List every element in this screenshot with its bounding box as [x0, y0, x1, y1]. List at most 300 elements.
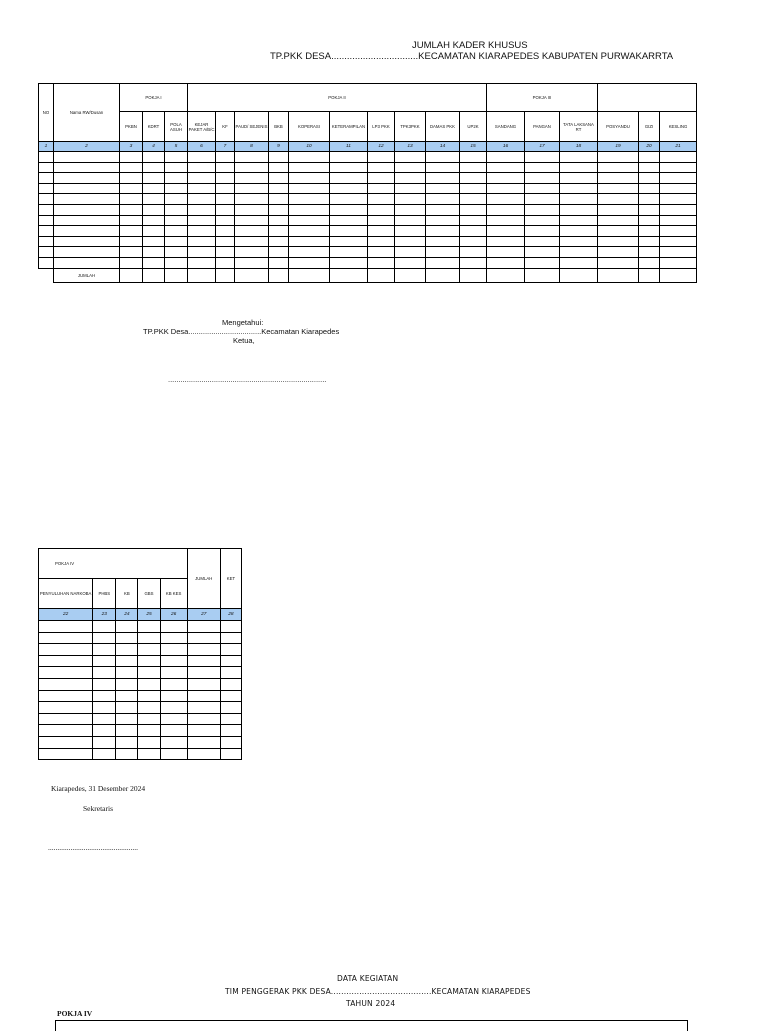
table-cell[interactable] — [598, 173, 639, 184]
table-cell[interactable] — [93, 621, 116, 633]
table-cell[interactable] — [269, 257, 289, 268]
table-cell[interactable] — [120, 194, 143, 205]
table-cell[interactable] — [330, 247, 368, 258]
table-cell[interactable] — [235, 152, 269, 163]
table-cell[interactable] — [188, 247, 216, 258]
table-cell[interactable] — [330, 268, 368, 282]
table-cell[interactable] — [220, 678, 241, 690]
table-cell[interactable] — [235, 183, 269, 194]
table-cell[interactable] — [269, 194, 289, 205]
table-cell[interactable] — [138, 702, 160, 714]
table-cell[interactable] — [289, 226, 330, 237]
table-cell[interactable] — [187, 632, 220, 644]
table-cell[interactable] — [560, 257, 598, 268]
table-cell[interactable] — [289, 162, 330, 173]
table-cell[interactable] — [368, 215, 395, 226]
table-cell[interactable] — [235, 268, 269, 282]
table-cell[interactable] — [368, 162, 395, 173]
table-cell[interactable] — [138, 655, 160, 667]
table-cell[interactable] — [187, 748, 220, 760]
table-cell[interactable] — [216, 162, 235, 173]
table-cell[interactable] — [269, 268, 289, 282]
table-cell[interactable] — [160, 678, 187, 690]
table-cell[interactable] — [660, 173, 697, 184]
table-cell[interactable] — [395, 204, 426, 215]
table-cell[interactable] — [116, 702, 138, 714]
table-cell[interactable] — [639, 162, 660, 173]
table-cell[interactable] — [395, 183, 426, 194]
table-cell[interactable] — [138, 621, 160, 633]
table-cell[interactable] — [216, 183, 235, 194]
table-cell[interactable] — [93, 632, 116, 644]
table-cell[interactable] — [289, 236, 330, 247]
table-cell[interactable] — [93, 702, 116, 714]
table-cell[interactable] — [395, 247, 426, 258]
table-cell[interactable] — [426, 194, 460, 205]
table-cell[interactable] — [216, 215, 235, 226]
table-cell[interactable] — [39, 632, 93, 644]
table-cell[interactable] — [598, 268, 639, 282]
table-cell[interactable] — [598, 247, 639, 258]
table-cell[interactable] — [143, 152, 165, 163]
table-cell[interactable] — [165, 173, 188, 184]
table-cell[interactable] — [660, 226, 697, 237]
table-cell[interactable] — [220, 690, 241, 702]
table-cell[interactable] — [93, 667, 116, 679]
table-cell[interactable] — [160, 725, 187, 737]
table-cell[interactable] — [487, 236, 525, 247]
table-cell[interactable] — [120, 152, 143, 163]
table-cell[interactable] — [660, 247, 697, 258]
table-cell[interactable] — [143, 162, 165, 173]
table-cell[interactable] — [235, 204, 269, 215]
table-cell[interactable] — [487, 247, 525, 258]
table-cell[interactable] — [269, 226, 289, 237]
table-cell[interactable] — [54, 162, 120, 173]
table-cell[interactable] — [235, 247, 269, 258]
table-cell[interactable] — [116, 713, 138, 725]
table-cell[interactable] — [289, 247, 330, 258]
table-cell[interactable] — [426, 152, 460, 163]
table-cell[interactable] — [54, 194, 120, 205]
table-cell[interactable] — [598, 162, 639, 173]
table-cell[interactable] — [269, 183, 289, 194]
table-cell[interactable] — [120, 268, 143, 282]
table-cell[interactable] — [525, 236, 560, 247]
table-cell[interactable] — [160, 644, 187, 656]
table-cell[interactable] — [120, 236, 143, 247]
table-cell[interactable] — [54, 247, 120, 258]
table-cell[interactable] — [143, 194, 165, 205]
table-cell[interactable] — [220, 667, 241, 679]
table-cell[interactable] — [525, 152, 560, 163]
table-cell[interactable] — [93, 655, 116, 667]
table-cell[interactable] — [220, 644, 241, 656]
table-cell[interactable] — [368, 173, 395, 184]
table-cell[interactable] — [116, 655, 138, 667]
table-cell[interactable] — [460, 257, 487, 268]
table-cell[interactable] — [138, 632, 160, 644]
table-cell[interactable] — [187, 644, 220, 656]
table-cell[interactable] — [460, 194, 487, 205]
table-cell[interactable] — [487, 226, 525, 237]
table-cell[interactable] — [269, 162, 289, 173]
table-cell[interactable] — [188, 236, 216, 247]
table-cell[interactable] — [525, 173, 560, 184]
table-cell[interactable] — [116, 736, 138, 748]
table-cell[interactable] — [188, 268, 216, 282]
table-cell[interactable] — [160, 621, 187, 633]
table-cell[interactable] — [187, 690, 220, 702]
table-cell[interactable] — [216, 268, 235, 282]
table-cell[interactable] — [289, 194, 330, 205]
table-cell[interactable] — [120, 162, 143, 173]
table-cell[interactable] — [269, 152, 289, 163]
table-cell[interactable] — [560, 236, 598, 247]
table-cell[interactable] — [160, 632, 187, 644]
table-cell[interactable] — [143, 183, 165, 194]
table-cell[interactable] — [187, 667, 220, 679]
table-cell[interactable] — [598, 215, 639, 226]
table-cell[interactable] — [235, 194, 269, 205]
table-cell[interactable] — [368, 257, 395, 268]
table-cell[interactable] — [93, 713, 116, 725]
table-cell[interactable] — [116, 748, 138, 760]
table-cell[interactable] — [368, 236, 395, 247]
table-cell[interactable] — [216, 173, 235, 184]
table-cell[interactable] — [560, 247, 598, 258]
table-cell[interactable] — [460, 268, 487, 282]
table-cell[interactable] — [93, 644, 116, 656]
table-cell[interactable] — [220, 655, 241, 667]
table-cell[interactable] — [235, 173, 269, 184]
table-cell[interactable] — [138, 713, 160, 725]
table-cell[interactable] — [660, 162, 697, 173]
table-cell[interactable] — [426, 268, 460, 282]
table-cell[interactable] — [216, 152, 235, 163]
table-cell[interactable] — [289, 183, 330, 194]
table-cell[interactable] — [138, 725, 160, 737]
table-cell[interactable] — [39, 247, 54, 258]
table-cell[interactable] — [39, 204, 54, 215]
table-cell[interactable] — [165, 236, 188, 247]
table-cell[interactable] — [160, 667, 187, 679]
table-cell[interactable] — [39, 713, 93, 725]
table-cell[interactable] — [143, 226, 165, 237]
table-cell[interactable] — [39, 678, 93, 690]
table-cell[interactable] — [93, 736, 116, 748]
table-cell[interactable] — [426, 204, 460, 215]
table-cell[interactable] — [188, 194, 216, 205]
table-cell[interactable] — [216, 194, 235, 205]
table-cell[interactable] — [187, 736, 220, 748]
table-cell[interactable] — [39, 725, 93, 737]
table-cell[interactable] — [220, 621, 241, 633]
table-cell[interactable] — [120, 247, 143, 258]
table-cell[interactable] — [165, 162, 188, 173]
table-cell[interactable] — [165, 152, 188, 163]
table-cell[interactable] — [368, 152, 395, 163]
table-cell[interactable] — [138, 678, 160, 690]
table-cell[interactable] — [93, 678, 116, 690]
table-cell[interactable] — [330, 204, 368, 215]
table-cell[interactable] — [39, 152, 54, 163]
table-cell[interactable] — [165, 215, 188, 226]
table-cell[interactable] — [426, 215, 460, 226]
table-cell[interactable] — [143, 215, 165, 226]
table-cell[interactable] — [143, 268, 165, 282]
table-cell[interactable] — [460, 162, 487, 173]
table-cell[interactable] — [93, 725, 116, 737]
table-cell[interactable] — [269, 236, 289, 247]
table-cell[interactable] — [93, 690, 116, 702]
table-cell[interactable] — [188, 173, 216, 184]
table-cell[interactable] — [598, 236, 639, 247]
table-cell[interactable] — [165, 257, 188, 268]
table-cell[interactable] — [598, 152, 639, 163]
table-cell[interactable] — [120, 204, 143, 215]
table-cell[interactable] — [560, 152, 598, 163]
table-cell[interactable] — [220, 736, 241, 748]
table-cell[interactable] — [560, 215, 598, 226]
table-cell[interactable] — [116, 667, 138, 679]
table-cell[interactable] — [216, 257, 235, 268]
table-cell[interactable] — [39, 215, 54, 226]
table-cell[interactable] — [660, 268, 697, 282]
table-cell[interactable] — [220, 713, 241, 725]
table-cell[interactable] — [39, 621, 93, 633]
table-cell[interactable] — [487, 194, 525, 205]
table-cell[interactable] — [426, 183, 460, 194]
table-cell[interactable] — [39, 736, 93, 748]
table-cell[interactable] — [188, 183, 216, 194]
table-cell[interactable] — [525, 183, 560, 194]
table-cell[interactable] — [598, 204, 639, 215]
table-cell[interactable] — [487, 152, 525, 163]
table-cell[interactable] — [143, 204, 165, 215]
table-cell[interactable] — [560, 173, 598, 184]
table-cell[interactable] — [116, 725, 138, 737]
table-cell[interactable] — [235, 226, 269, 237]
table-cell[interactable] — [216, 247, 235, 258]
table-cell[interactable] — [560, 204, 598, 215]
table-cell[interactable] — [525, 204, 560, 215]
table-cell[interactable] — [138, 748, 160, 760]
table-cell[interactable] — [560, 194, 598, 205]
table-cell[interactable] — [598, 183, 639, 194]
table-cell[interactable] — [487, 173, 525, 184]
table-cell[interactable] — [330, 226, 368, 237]
table-cell[interactable] — [187, 621, 220, 633]
table-cell[interactable] — [235, 257, 269, 268]
table-cell[interactable] — [188, 152, 216, 163]
table-cell[interactable] — [39, 183, 54, 194]
table-cell[interactable] — [220, 632, 241, 644]
table-cell[interactable] — [330, 152, 368, 163]
table-cell[interactable] — [138, 690, 160, 702]
table-cell[interactable] — [639, 268, 660, 282]
table-cell[interactable] — [426, 236, 460, 247]
table-cell[interactable] — [460, 183, 487, 194]
table-cell[interactable] — [187, 702, 220, 714]
table-cell[interactable] — [187, 725, 220, 737]
table-cell[interactable] — [487, 183, 525, 194]
table-cell[interactable] — [639, 215, 660, 226]
table-cell[interactable] — [460, 247, 487, 258]
table-cell[interactable] — [639, 173, 660, 184]
table-cell[interactable] — [525, 194, 560, 205]
table-cell[interactable] — [235, 215, 269, 226]
table-cell[interactable] — [368, 247, 395, 258]
table-cell[interactable] — [368, 204, 395, 215]
table-cell[interactable] — [188, 204, 216, 215]
table-cell[interactable] — [487, 268, 525, 282]
table-cell[interactable] — [216, 226, 235, 237]
table-cell[interactable] — [188, 215, 216, 226]
table-cell[interactable] — [487, 162, 525, 173]
table-cell[interactable] — [116, 621, 138, 633]
table-cell[interactable] — [116, 678, 138, 690]
table-cell[interactable] — [660, 236, 697, 247]
table-cell[interactable] — [138, 644, 160, 656]
table-cell[interactable] — [426, 162, 460, 173]
table-cell[interactable] — [39, 257, 54, 268]
table-cell[interactable] — [395, 268, 426, 282]
table-cell[interactable] — [525, 162, 560, 173]
table-cell[interactable] — [289, 173, 330, 184]
table-cell[interactable] — [160, 713, 187, 725]
table-cell[interactable] — [187, 713, 220, 725]
table-cell[interactable] — [660, 204, 697, 215]
table-cell[interactable] — [639, 226, 660, 237]
table-cell[interactable] — [660, 194, 697, 205]
table-cell[interactable] — [188, 226, 216, 237]
table-cell[interactable] — [639, 152, 660, 163]
table-cell[interactable] — [660, 257, 697, 268]
table-cell[interactable] — [269, 247, 289, 258]
table-cell[interactable] — [54, 183, 120, 194]
table-cell[interactable] — [39, 644, 93, 656]
table-cell[interactable] — [54, 204, 120, 215]
table-cell[interactable] — [660, 183, 697, 194]
table-cell[interactable] — [487, 215, 525, 226]
table-cell[interactable] — [368, 194, 395, 205]
table-cell[interactable] — [39, 194, 54, 205]
table-cell[interactable] — [598, 226, 639, 237]
table-cell[interactable] — [138, 736, 160, 748]
table-cell[interactable] — [138, 667, 160, 679]
table-cell[interactable] — [395, 236, 426, 247]
table-cell[interactable] — [395, 215, 426, 226]
table-cell[interactable] — [639, 194, 660, 205]
table-cell[interactable] — [660, 215, 697, 226]
table-cell[interactable] — [560, 226, 598, 237]
table-cell[interactable] — [54, 215, 120, 226]
table-cell[interactable] — [460, 236, 487, 247]
table-cell[interactable] — [120, 183, 143, 194]
table-cell[interactable] — [116, 690, 138, 702]
table-cell[interactable] — [160, 748, 187, 760]
table-cell[interactable] — [120, 173, 143, 184]
table-cell[interactable] — [269, 173, 289, 184]
table-cell[interactable] — [165, 247, 188, 258]
table-cell[interactable] — [639, 183, 660, 194]
table-cell[interactable] — [368, 226, 395, 237]
table-cell[interactable] — [395, 152, 426, 163]
table-cell[interactable] — [460, 173, 487, 184]
table-cell[interactable] — [120, 257, 143, 268]
table-cell[interactable] — [93, 748, 116, 760]
table-cell[interactable] — [330, 173, 368, 184]
table-cell[interactable] — [39, 173, 54, 184]
table-cell[interactable] — [187, 678, 220, 690]
table-cell[interactable] — [216, 236, 235, 247]
table-cell[interactable] — [165, 268, 188, 282]
table-cell[interactable] — [160, 736, 187, 748]
table-cell[interactable] — [395, 226, 426, 237]
table-cell[interactable] — [330, 162, 368, 173]
table-cell[interactable] — [289, 152, 330, 163]
table-cell[interactable] — [460, 204, 487, 215]
table-cell[interactable] — [235, 162, 269, 173]
table-cell[interactable] — [330, 236, 368, 247]
table-cell[interactable] — [54, 226, 120, 237]
table-cell[interactable] — [525, 257, 560, 268]
table-cell[interactable] — [187, 655, 220, 667]
table-cell[interactable] — [120, 226, 143, 237]
table-cell[interactable] — [39, 236, 54, 247]
table-cell[interactable] — [39, 226, 54, 237]
table-cell[interactable] — [54, 236, 120, 247]
table-cell[interactable] — [639, 247, 660, 258]
table-cell[interactable] — [525, 247, 560, 258]
table-cell[interactable] — [160, 690, 187, 702]
table-cell[interactable] — [639, 257, 660, 268]
table-cell[interactable] — [598, 257, 639, 268]
table-cell[interactable] — [116, 644, 138, 656]
table-cell[interactable] — [525, 226, 560, 237]
table-cell[interactable] — [426, 173, 460, 184]
table-cell[interactable] — [165, 183, 188, 194]
table-cell[interactable] — [39, 690, 93, 702]
table-cell[interactable] — [54, 257, 120, 268]
table-cell[interactable] — [220, 748, 241, 760]
table-cell[interactable] — [220, 702, 241, 714]
table-cell[interactable] — [116, 632, 138, 644]
table-cell[interactable] — [289, 204, 330, 215]
table-cell[interactable] — [269, 204, 289, 215]
table-cell[interactable] — [143, 236, 165, 247]
table-cell[interactable] — [330, 183, 368, 194]
table-cell[interactable] — [188, 162, 216, 173]
table-cell[interactable] — [395, 194, 426, 205]
table-cell[interactable] — [460, 152, 487, 163]
table-cell[interactable] — [160, 655, 187, 667]
table-cell[interactable] — [39, 655, 93, 667]
table-cell[interactable] — [39, 702, 93, 714]
table-cell[interactable] — [143, 247, 165, 258]
table-cell[interactable] — [160, 702, 187, 714]
table-cell[interactable] — [143, 173, 165, 184]
table-cell[interactable] — [598, 194, 639, 205]
table-cell[interactable] — [330, 215, 368, 226]
table-cell[interactable] — [216, 204, 235, 215]
table-cell[interactable] — [639, 204, 660, 215]
table-cell[interactable] — [426, 226, 460, 237]
table-cell[interactable] — [639, 236, 660, 247]
table-cell[interactable] — [330, 257, 368, 268]
table-cell[interactable] — [660, 152, 697, 163]
